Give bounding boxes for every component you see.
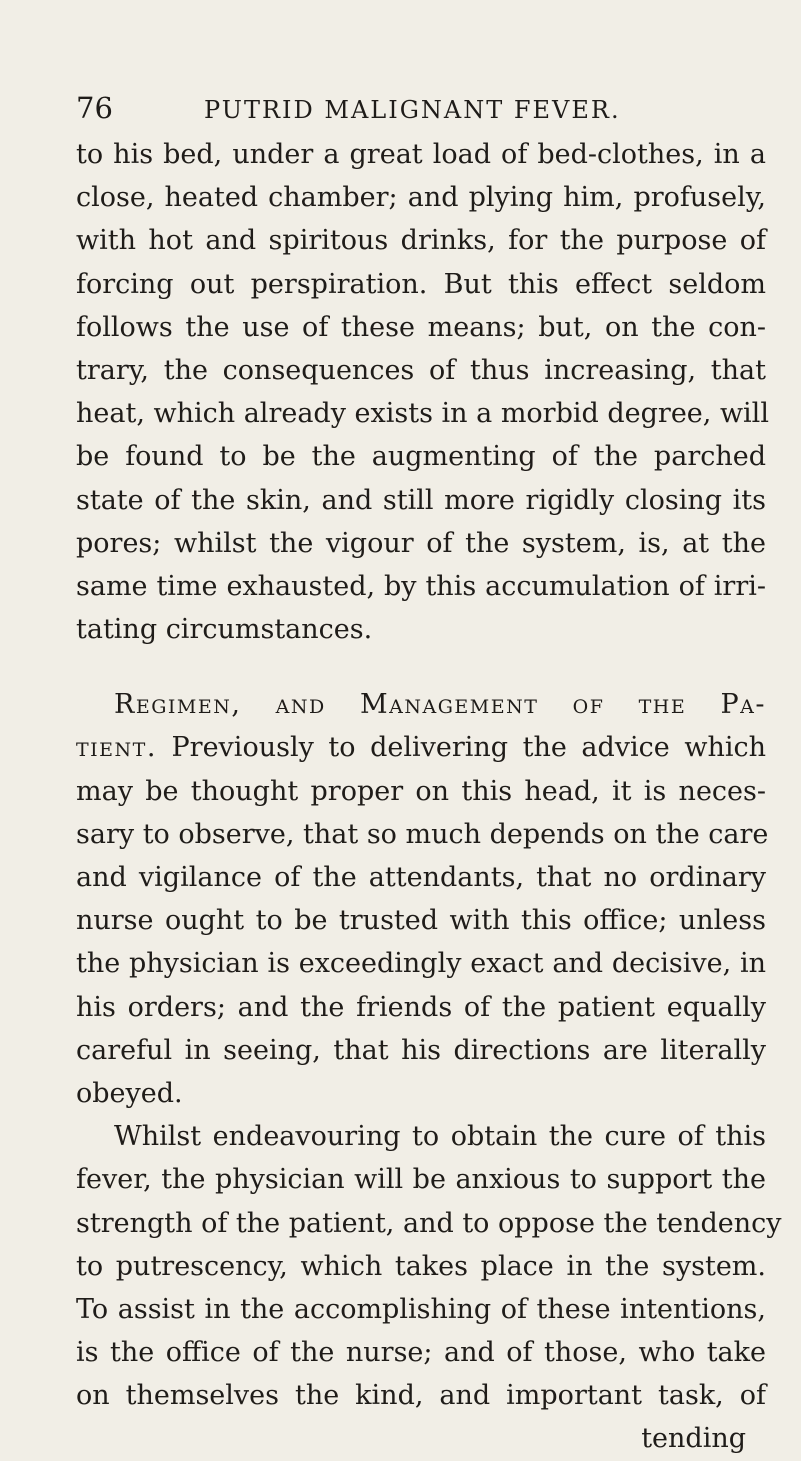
text-line: sary to observe, that so much depends on the care [76,818,769,850]
text-line: his orders; and the friends of the patient equally [76,991,766,1023]
text-line: same time exhausted, by this accumulation of irri- [76,570,766,602]
text-line: To assist in the accomplishing of these intentions, [76,1293,766,1325]
paragraph-3 [76,1115,782,1461]
text-line: nurse ought to be trusted with this office; unless [76,905,766,937]
text-line: careful in seeing, that his directions are literally [76,1034,766,1066]
text-line: is the office of the nurse; and of those, who take [76,1337,766,1369]
paragraph-1 [76,133,769,651]
text-line: to his bed, under a great load of bed-clothes, in a [76,139,766,170]
text-line: Whilst endeavouring to obtain the cure of this [114,1121,766,1153]
text-line: tating circumstances. [76,614,373,646]
text-line: pores; whilst the vigour of the system, is, at the [76,527,766,559]
running-head: PUTRID MALIGNANT FEVER. [204,96,621,124]
text-line: state of the skin, and still more rigidly closing its [76,484,766,516]
text-line: with hot and spiritous drinks, for the purpose of [76,225,766,257]
text-line: forcing out perspiration. But this effect seldom [76,268,766,300]
text-line: strength of the patient, and to oppose the tendency [76,1207,782,1239]
paragraph-2 [76,683,769,1115]
text-line: on themselves the kind, and important task, of [76,1380,766,1412]
section-heading-end: tient. [76,732,157,764]
text-line: trary, the consequences of thus increasing, that [76,354,766,386]
catchword: tending [641,1423,746,1455]
text-line: fever, the physician will be anxious to support the [76,1164,766,1196]
section-heading: Regimen, and Management of the Pa- [114,689,766,721]
text-line: close, heated chamber; and plying him, profusely, [76,182,766,214]
text-line: obeyed. [76,1077,183,1109]
paragraph-gap [76,651,766,683]
text-line: follows the use of these means; but, on the con- [76,311,766,343]
text-line: the physician is exceedingly exact and decisive, in [76,948,766,980]
text-line: be found to be the augmenting of the parched [76,441,766,473]
body-text [76,133,782,1461]
text-line: heat, which already exists in a morbid degree, will [76,398,769,430]
text-line: and vigilance of the attendants, that no ordinary [76,862,766,893]
page-header [76,91,756,128]
text-line-rest: Previously to delivering the advice which [156,732,766,764]
text-line: to putrescency, which takes place in the system. [76,1250,766,1282]
page-number: 76 [76,91,113,125]
text-line [76,726,766,769]
text-line: may be thought proper on this head, it is neces- [76,775,766,807]
